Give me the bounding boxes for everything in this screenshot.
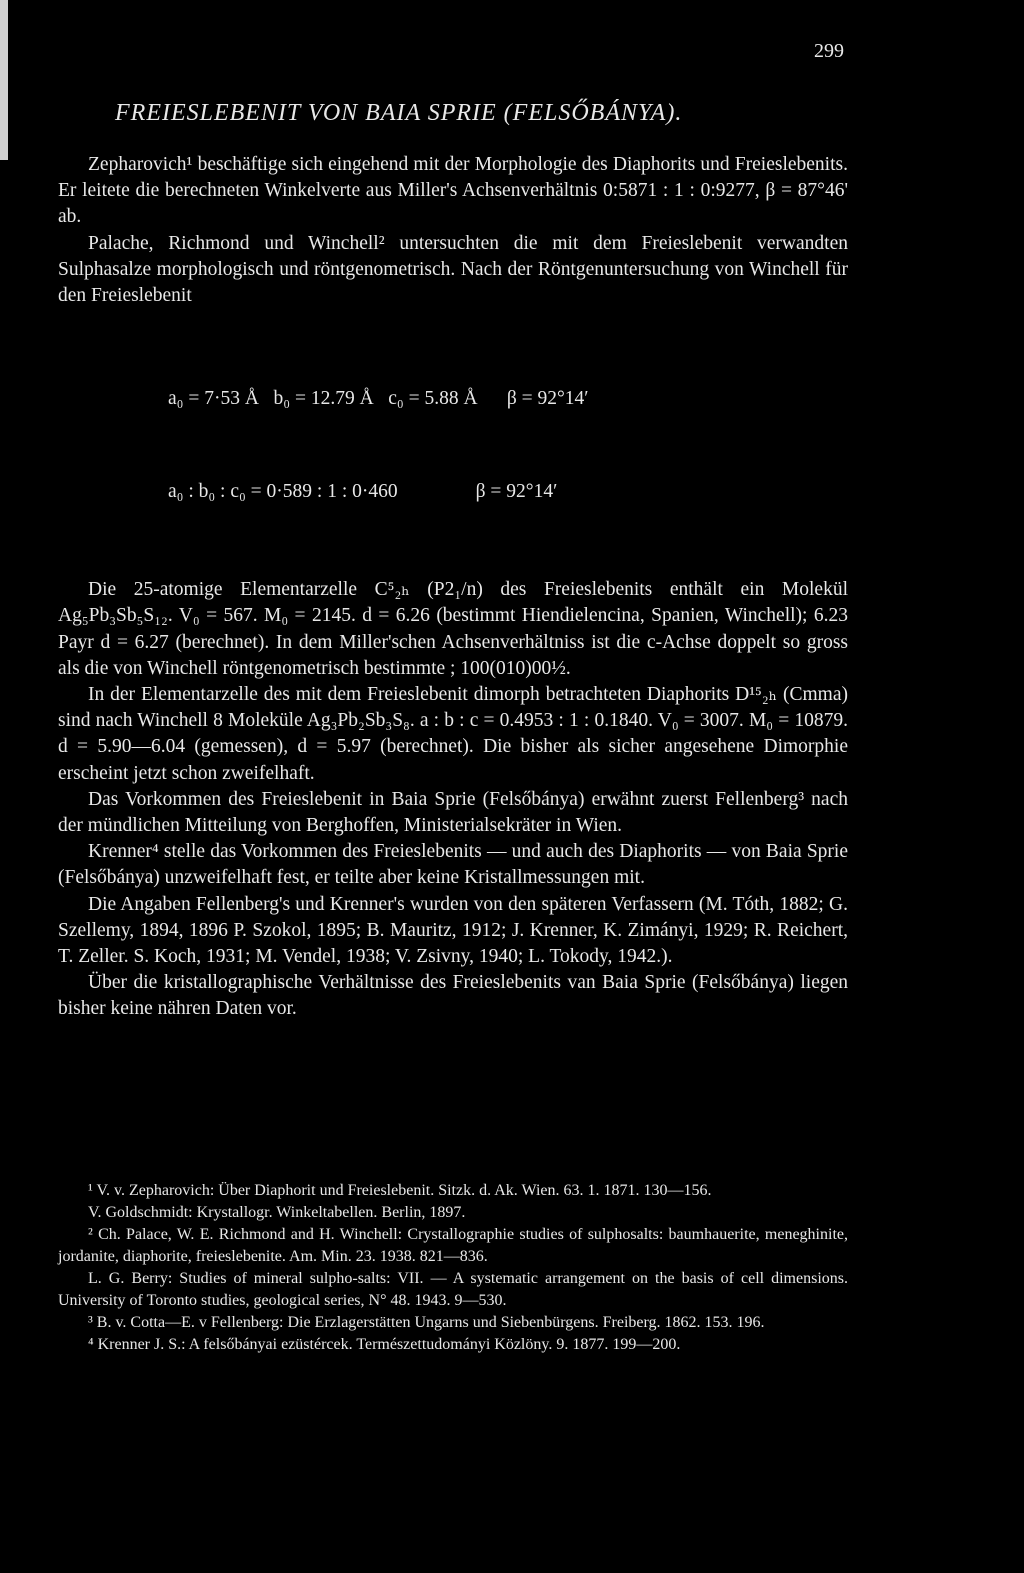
lattice-constants <box>58 321 848 569</box>
formula-line-2: a₀ : b₀ : c₀ = 0·589 : 1 : 0·460 β = 92°14′ <box>168 481 558 503</box>
footnote-1: ¹ V. v. Zepharovich: Über Diaphorit und Freieslebenit. Sitzk. d. Ak. Wien. 63. 1. 1871. 130—156. <box>88 1182 712 1199</box>
paragraph-1: Zepharovich¹ beschäftige sich eingehend mit der Morphologie des Diaphorits und Freieslebenits. Er leitete die berechneten Winkelverte aus Miller's Achsenverhältnis 0:5871 : 1 : 0:9277, β = 87°46' ab. <box>58 154 848 228</box>
paragraph-7: Die Angaben Fellenberg's und Krenner's wurden von den späteren Verfassern (M. Tóth, 1882; G. Szellemy, 1894, 1896 P. Szokol, 1895; B. Mauritz, 1912; J. Krenner, K. Zimányi, 1929; R. Reichert, T. Zeller. S. Koch, 1931; M. Vendel, 1938; V. Zsivny, 1940; L. Tokody, 1942.). <box>58 893 848 968</box>
footnotes <box>58 1180 848 1356</box>
footnote-2b: L. G. Berry: Studies of mineral sulpho-salts: VII. — A systematic arrangement on the basis of cell dimensions. University of Toronto studies, geological series, N° 48. 1943. 9—530. <box>58 1270 848 1309</box>
footnote-2: ² Ch. Palace, W. E. Richmond and H. Winchell: Crystallographie studies of sulphosalts: baumhauerite, meneghinite, jordanite, diaphorite, freieslebenite. Am. Min. 23. 1938. 821—836. <box>58 1226 848 1265</box>
paragraph-6: Krenner⁴ stelle das Vorkommen des Freieslebenits — und auch des Diaphorits — von Baia Sprie (Felsőbánya) unzweifelhaft fest, er teilte aber keine Kristallmessungen mit. <box>58 841 848 889</box>
footnote-4: ⁴ Krenner J. S.: A felsőbányai ezüstércek. Természettudományi Közlöny. 9. 1877. 199—200. <box>88 1336 681 1353</box>
footnote-1b: V. Goldschmidt: Krystallogr. Winkeltabellen. Berlin, 1897. <box>88 1204 466 1221</box>
formula-line-1: a₀ = 7·53 Å b₀ = 12.79 Å c₀ = 5.88 Å β = 92°14′ <box>168 388 589 410</box>
paragraph-8: Über die kristallographische Verhältnisse des Freieslebenits van Baia Sprie (Felsőbánya) liegen bisher keine nähren Daten vor. <box>58 972 848 1020</box>
paragraph-2: Palache, Richmond und Winchell² untersuchten die mit dem Freieslebenit verwandten Sulphasalze morphologisch und röntgenometrisch. Nach der Röntgenuntersuchung von Winchell für den Freieslebenit <box>58 232 848 307</box>
page-number: 299 <box>814 40 844 62</box>
paragraph-5: Das Vorkommen des Freieslebenit in Baia Sprie (Felsőbánya) erwähnt zuerst Fellenberg³ nach der mündlichen Mitteilung von Berghoffen, Ministerialsekräter in Wien. <box>58 788 848 837</box>
footnote-3: ³ B. v. Cotta—E. v Fellenberg: Die Erzlagerstätten Ungarns und Siebenbürgens. Freiberg. 1862. 153. 196. <box>88 1314 765 1331</box>
paragraph-4: In der Elementarzelle des mit dem Freieslebenit dimorph betrachteten Diaphorits D¹⁵₂ₕ (Cmma) sind nach Winchell 8 Moleküle Ag₃Pb₂Sb₃S₈. a : b : c = 0.4953 : 1 : 0.1840. V₀ = 3007. M₀ = 10879. d = 5.90—6.04 (gemessen), d = 5.97 (berechnet). Die bisher als sicher angesehene Dimorphie erscheint jetzt schon zweifelhaft. <box>58 684 848 784</box>
paragraph-3: Die 25-atomige Elementarzelle C⁵₂ₕ (P2₁/n) des Freieslebenits enthält ein Molekül Ag₅Pb₃Sb₅S₁₂. V₀ = 567. M₀ = 2145. d = 6.26 (bestimmt Hiendielencina, Spanien, Winchell); 6.23 Payr d = 6.27 (berechnet). In dem Miller'schen Achsenverhältniss ist die c-Achse doppelt so gross als die von Winchell röntgenometrisch bestimmte ; 100(010)00½. <box>58 579 848 679</box>
article-title: FREIESLEBENIT VON BAIA SPRIE (FELSŐBÁNYA). <box>115 100 683 126</box>
body-text <box>58 152 848 1023</box>
page-edge-artifact <box>0 0 8 160</box>
